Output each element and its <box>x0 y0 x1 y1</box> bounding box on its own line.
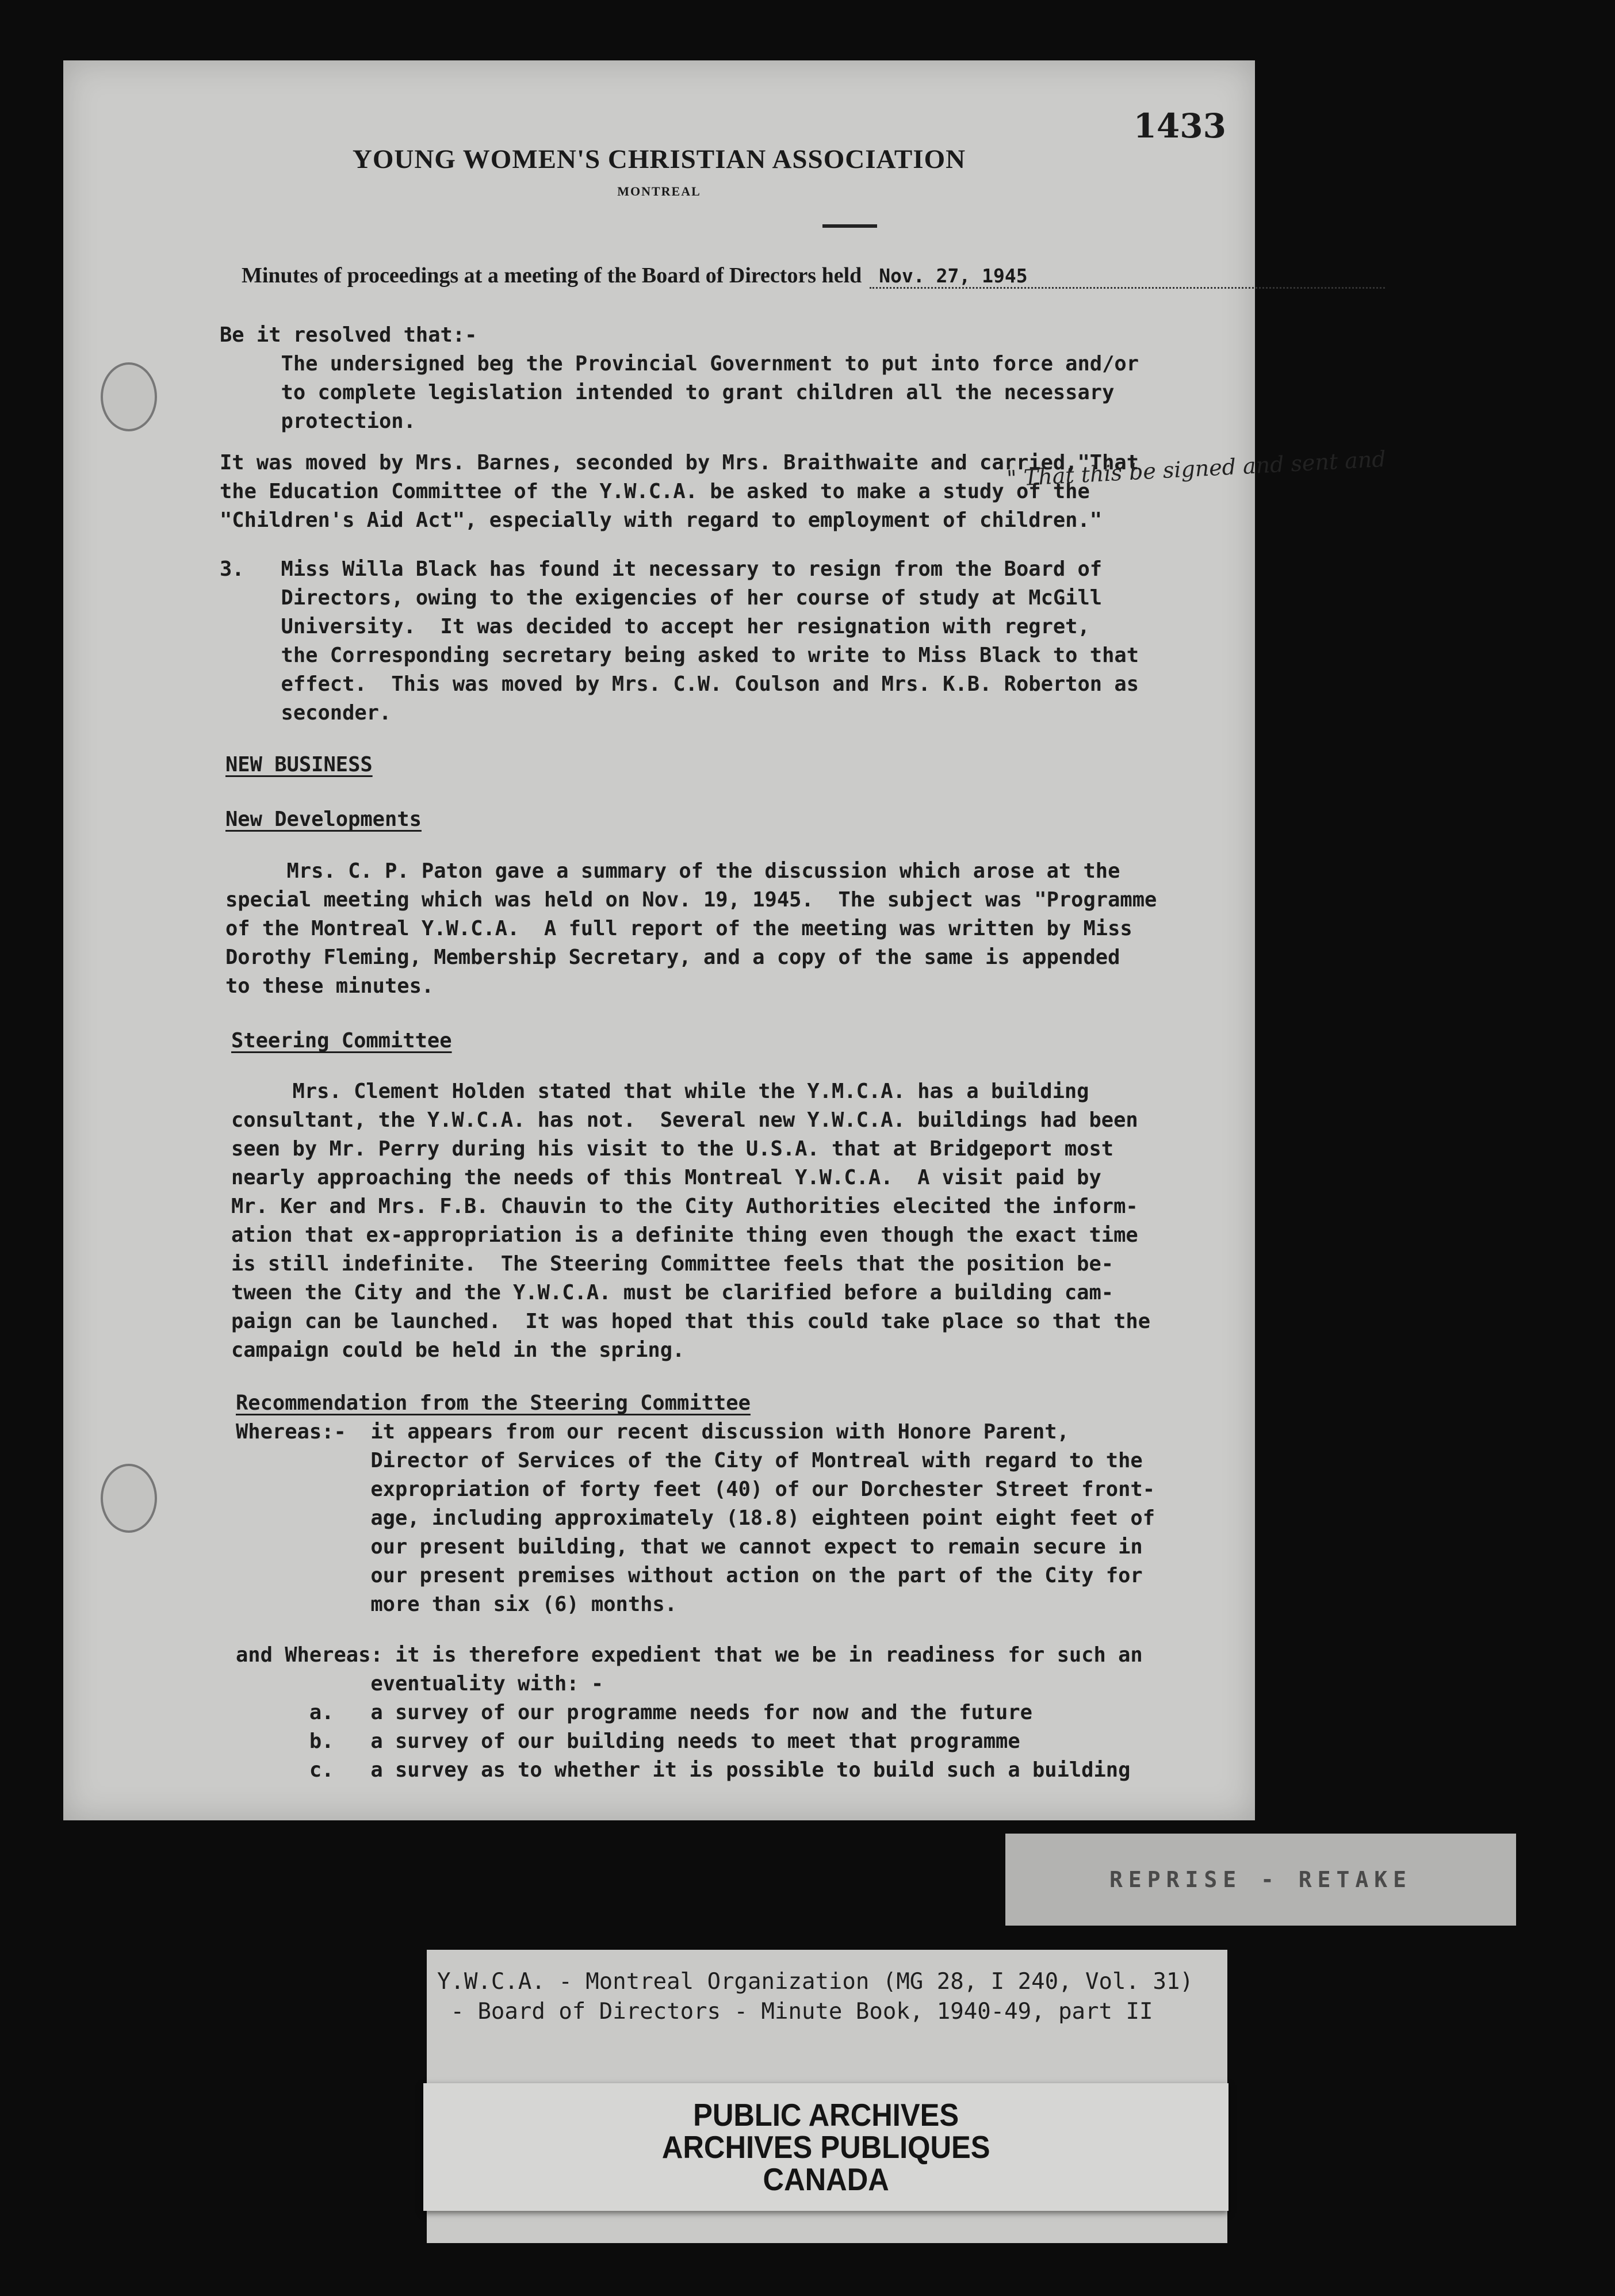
handwritten-annotation: " That this be signed and sent and <box>1006 446 1387 492</box>
text-line: Directors, owing to the exigencies of her course of study at McGill <box>220 586 1103 610</box>
organization-name: YOUNG WOMEN'S CHRISTIAN ASSOCIATION <box>352 144 966 174</box>
text-line: It was moved by Mrs. Barnes, seconded by Mrs. Braithwaite and carried,"That <box>220 451 1139 474</box>
text-line: to complete legislation intended to grant children all the necessary <box>220 381 1115 404</box>
text-line: University. It was decided to accept her resignation with regret, <box>220 615 1090 638</box>
text-line: Director of Services of the City of Montreal with regard to the <box>236 1449 1143 1472</box>
text-line: Be it resolved that:- <box>220 323 477 347</box>
text-line: consultant, the Y.W.C.A. has not. Several new Y.W.C.A. buildings had been <box>231 1108 1138 1132</box>
text-line: and Whereas: it is therefore expedient that we be in readiness for such an <box>236 1643 1143 1667</box>
organization-city: MONTREAL <box>617 184 701 198</box>
text-line: special meeting which was held on Nov. 19, 1945. The subject was "Programme <box>225 888 1157 912</box>
reference-line-2: - Board of Directors - Minute Book, 1940-49, part II <box>437 1999 1153 2025</box>
meeting-date: Nov. 27, 1945 <box>870 265 1385 289</box>
reference-text <box>437 1967 1193 2027</box>
text-line: paign can be launched. It was hoped that this could take place so that the <box>231 1310 1151 1333</box>
text-line: seconder. <box>220 701 392 725</box>
text-line: Mrs. C. P. Paton gave a summary of the discussion which arose at the <box>225 859 1120 883</box>
text-line: Dorothy Fleming, Membership Secretary, and a copy of the same is appended <box>225 946 1120 969</box>
text-line: 3. Miss Willa Black has found it necessary to resign from the Board of <box>220 557 1103 581</box>
text-line: The undersigned beg the Provincial Government to put into force and/or <box>220 352 1139 376</box>
retake-label: REPRISE - RETAKE <box>1005 1834 1516 1926</box>
text-line: expropriation of forty feet (40) of our Dorchester Street front- <box>236 1478 1155 1501</box>
text-line: the Corresponding secretary being asked to write to Miss Black to that <box>220 644 1139 667</box>
text-line: ation that ex-appropriation is a definite thing even though the exact time <box>231 1223 1138 1247</box>
archives-stamp <box>423 2083 1229 2211</box>
text-line: campaign could be held in the spring. <box>231 1338 685 1362</box>
section-heading-recommendation: Recommendation from the Steering Committee <box>236 1391 751 1415</box>
header-rule <box>822 224 877 228</box>
text-line: to these minutes. <box>225 974 434 998</box>
minute-page <box>63 60 1387 1820</box>
text-line: age, including approximately (18.8) eighteen point eight feet of <box>236 1506 1155 1530</box>
text-line: our present premises without action on the part of the City for <box>236 1564 1143 1587</box>
text-line: eventuality with: - <box>236 1672 604 1696</box>
reference-line-1: Y.W.C.A. - Montreal Organization (MG 28, I 240, Vol. 31) <box>437 1969 1193 1995</box>
text-line: is still indefinite. The Steering Committee feels that the position be- <box>231 1252 1114 1276</box>
text-line: Mr. Ker and Mrs. F.B. Chauvin to the City Authorities elecited the inform- <box>231 1195 1138 1218</box>
text-line: Mrs. Clement Holden stated that while the Y.M.C.A. has a building <box>231 1080 1089 1103</box>
text-line: a. a survey of our programme needs for now and the future <box>236 1701 1032 1724</box>
text-line: more than six (6) months. <box>236 1593 678 1616</box>
text-line: protection. <box>220 410 416 433</box>
text-line: tween the City and the Y.W.C.A. must be clarified before a building cam- <box>231 1281 1114 1304</box>
section-heading-new-developments: New Developments <box>225 808 422 831</box>
text-line: the Education Committee of the Y.W.C.A. be asked to make a study of the <box>220 480 1090 503</box>
minutes-heading <box>242 263 1265 289</box>
section-heading-new-business: NEW BUSINESS <box>225 753 373 776</box>
text-line: c. a survey as to whether it is possible to build such a building <box>236 1758 1131 1782</box>
stamp-line-1: PUBLIC ARCHIVES <box>692 2097 959 2133</box>
text-line: of the Montreal Y.W.C.A. A full report of the meeting was written by Miss <box>225 917 1132 940</box>
stamp-line-2: ARCHIVES PUBLIQUES <box>661 2129 990 2165</box>
text-line: seen by Mr. Perry during his visit to the U.S.A. that at Bridgeport most <box>231 1137 1114 1161</box>
punch-hole-bottom <box>101 1464 157 1533</box>
text-line: nearly approaching the needs of this Montreal Y.W.C.A. A visit paid by <box>231 1166 1101 1189</box>
text-line: b. a survey of our building needs to meet that programme <box>236 1729 1020 1753</box>
text-line: "Children's Aid Act", especially with regard to employment of children." <box>220 508 1103 532</box>
stamp-line-3: CANADA <box>763 2161 889 2197</box>
page-number: 1433 <box>1133 106 1226 146</box>
text-line: Whereas:- it appears from our recent discussion with Honore Parent, <box>236 1420 1069 1444</box>
text-line: effect. This was moved by Mrs. C.W. Coulson and Mrs. K.B. Roberton as <box>220 672 1139 696</box>
section-heading-steering-committee: Steering Committee <box>231 1029 452 1053</box>
text-line: our present building, that we cannot expect to remain secure in <box>236 1535 1143 1559</box>
minutes-label: Minutes of proceedings at a meeting of the Board of Directors held <box>242 263 862 288</box>
